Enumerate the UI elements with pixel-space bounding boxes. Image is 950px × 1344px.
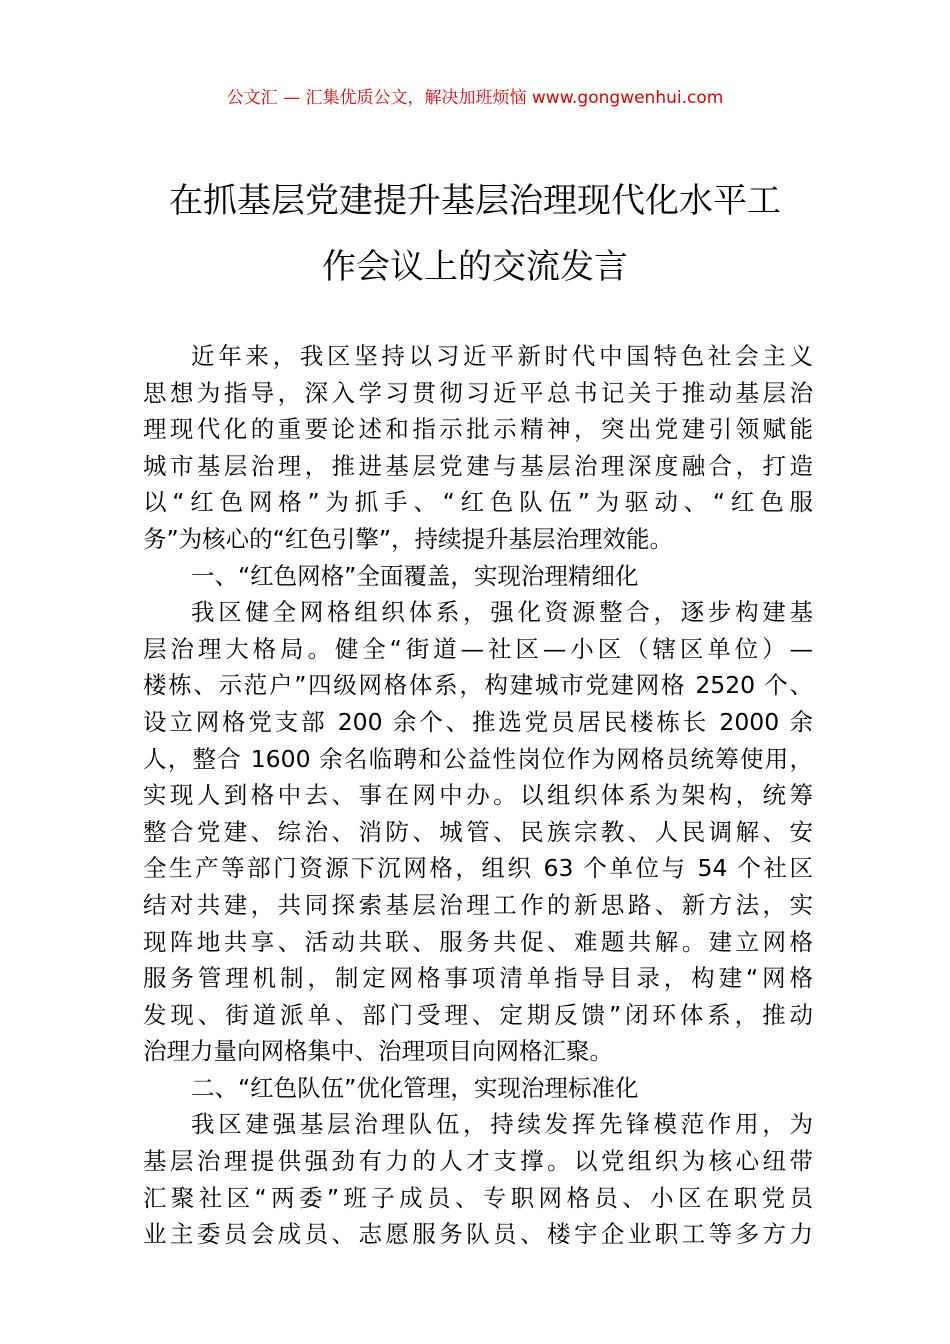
paragraph-line: 城市基层治理，推进基层党建与基层治理深度融合，打造 xyxy=(143,451,813,480)
paragraph-line: 整合党建、综治、消防、城管、民族宗教、人民调解、安 xyxy=(143,817,813,846)
paragraph-line: 以“红色网格”为抓手、“红色队伍”为驱动、“红色服 xyxy=(143,488,813,517)
paragraph-line: 楼栋、示范户”四级网格体系，构建城市党建网格 2520 个、 xyxy=(143,671,813,700)
paragraph-line: 服务管理机制，制定网格事项清单指导目录，构建“网格 xyxy=(143,964,813,993)
paragraph-line: 务”为核心的“红色引擎”，持续提升基层治理效能。 xyxy=(143,524,674,553)
paragraph-line: 治理力量向网格集中、治理项目向网格汇聚。 xyxy=(143,1037,613,1066)
document-title xyxy=(140,168,810,300)
paragraph-line: 现阵地共享、活动共联、服务共促、难题共解。建立网格 xyxy=(143,927,813,956)
paragraph-line: 我区建强基层治理队伍，持续发挥先锋模范作用，为 xyxy=(191,1110,813,1139)
paragraph-line: 设立网格党支部 200 余个、推选党员居民楼栋长 2000 余 xyxy=(143,707,813,736)
paragraph-line: 发现、街道派单、部门受理、定期反馈”闭环体系，推动 xyxy=(143,1000,813,1029)
section-heading: 二、“红色队伍”优化管理，实现治理标准化 xyxy=(191,1073,639,1102)
paragraph-line: 思想为指导，深入学习贯彻习近平总书记关于推动基层治 xyxy=(143,378,813,407)
paragraph-line: 我区健全网格组织体系，强化资源整合，逐步构建基 xyxy=(191,598,813,627)
paragraph-line: 人，整合 1600 余名临聘和公益性岗位作为网格员统筹使用， xyxy=(143,744,813,773)
paragraph-line: 结对共建，共同探索基层治理工作的新思路、新方法，实 xyxy=(143,890,813,919)
paragraph-line: 业主委员会成员、志愿服务队员、楼宇企业职工等多方力 xyxy=(143,1220,813,1249)
title-line-2: 作会议上的交流发言 xyxy=(322,247,628,287)
site-banner: 公文汇 — 汇集优质公文，解决加班烦恼 www.gongwenhui.com xyxy=(226,88,724,108)
paragraph-line: 层治理大格局。健全“街道—社区—小区（辖区单位）— xyxy=(143,634,813,663)
section-heading: 一、“红色网格”全面覆盖，实现治理精细化 xyxy=(191,561,639,590)
paragraph-line: 全生产等部门资源下沉网格，组织 63 个单位与 54 个社区 xyxy=(143,854,813,883)
paragraph-line: 理现代化的重要论述和指示批示精神，突出党建引领赋能 xyxy=(143,415,813,444)
document-body xyxy=(143,338,813,1253)
paragraph-line: 实现人到格中去、事在网中办。以组织体系为架构，统筹 xyxy=(143,781,813,810)
paragraph-line: 近年来，我区坚持以习近平新时代中国特色社会主义 xyxy=(191,342,813,370)
title-line-1: 在抓基层党建提升基层治理现代化水平工 xyxy=(169,181,781,221)
paragraph-line: 基层治理提供强劲有力的人才支撑。以党组织为核心纽带 xyxy=(143,1147,813,1176)
paragraph-line: 汇聚社区“两委”班子成员、专职网格员、小区在职党员 xyxy=(143,1183,813,1212)
